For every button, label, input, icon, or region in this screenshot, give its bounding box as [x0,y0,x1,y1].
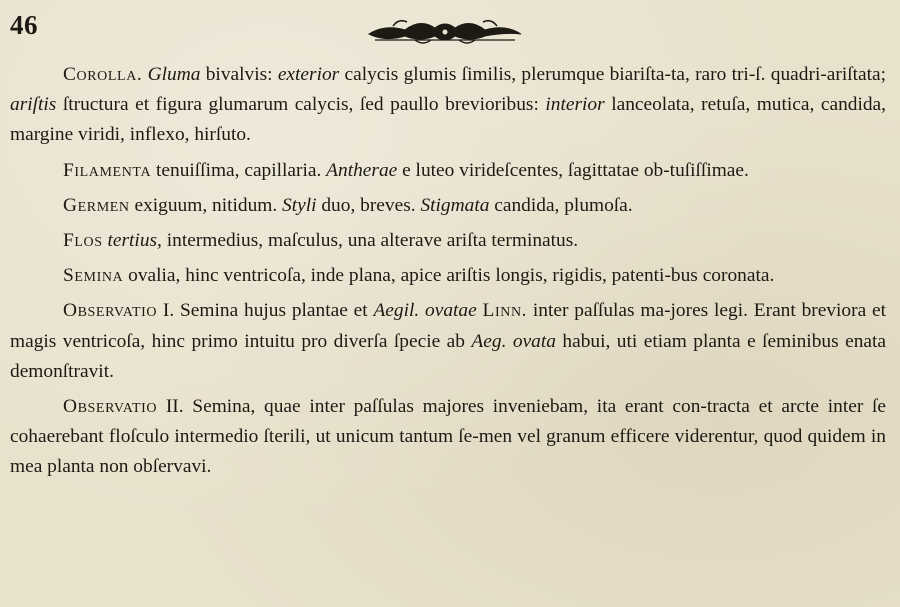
text-run: ovalia, hinc ventricoſa, inde plana, apice ariſtis longis, rigidis, patenti-bus coronata. [123,265,775,287]
text-run: I. Semina hujus plantae et [157,300,374,322]
italic-term: interior [545,94,605,116]
text-run: e luteo virideſcentes, ſagittatae ob-tuſiſſimae. [397,159,749,181]
paragraph [10,156,886,186]
small-caps-term: Observatio [63,396,158,418]
text-run: tenuiſſima, capillaria. [151,159,327,181]
italic-term: Antherae [326,159,398,181]
text-run: bivalvis: [200,64,278,85]
text-run: habui, uti etiam planta e ſeminibus enata demonſtravit. [10,330,886,382]
text-run: calycis glumis ſimilis, plerumque biariſta-ta, raro tri-ſ. quadri-ariſtata; [339,64,886,85]
small-caps-term: Germen [63,194,130,216]
text-run: lanceolata, retuſa, mutica, candida, margine viridi, inflexo, hirſuto. [10,94,886,146]
text-run: candida, plumoſa. [489,194,633,216]
paragraph [10,226,886,256]
small-caps-term: Corolla. [63,64,143,85]
italic-term: Stigmata [420,194,490,216]
small-caps-term: Linn. [482,300,528,322]
decorative-ornament-icon [365,12,525,46]
italic-term: Gluma [147,64,201,85]
page-number: 46 [10,10,38,40]
italic-term: ariſtis [10,94,57,116]
paragraph [10,191,886,221]
italic-term: Aegil. ovatae [373,300,477,322]
text-run: intermedius, maſculus, una alterave ariſta terminatus. [161,230,579,252]
small-caps-term: Filamenta [63,159,152,181]
paragraph [10,261,886,291]
small-caps-term: Flos [63,230,103,252]
paragraph [10,60,886,151]
small-caps-term: Observatio [63,300,158,322]
text-run: inter paſſulas ma-jores legi. Erant breviora et magis ventricoſa, hinc primo intuitu pro diverſa ſpecie ab [10,300,886,352]
body-text [10,60,886,488]
italic-term: exterior [277,64,340,85]
text-run: ſtructura et figura glumarum calycis, ſed paullo brevioribus: [56,94,546,116]
italic-term: Aeg. ovata [471,330,556,352]
text-run: II. Semina, quae inter paſſulas majores inveniebam, ita erant con-tracta et arcte inter ſe cohaerebant floſculo intermedio ſterili, ut unicum tantum ſe-men vel granum efficere viderentur, quod quidem in mea planta non obſervavi. [10,396,886,478]
italic-term: tertius, [107,230,162,252]
italic-term: Styli [282,194,317,216]
paragraph [10,392,886,483]
text-run: exiguum, nitidum. [129,194,283,216]
small-caps-term: Semina [63,265,124,287]
text-run: duo, breves. [316,194,421,216]
paragraph [10,296,886,387]
